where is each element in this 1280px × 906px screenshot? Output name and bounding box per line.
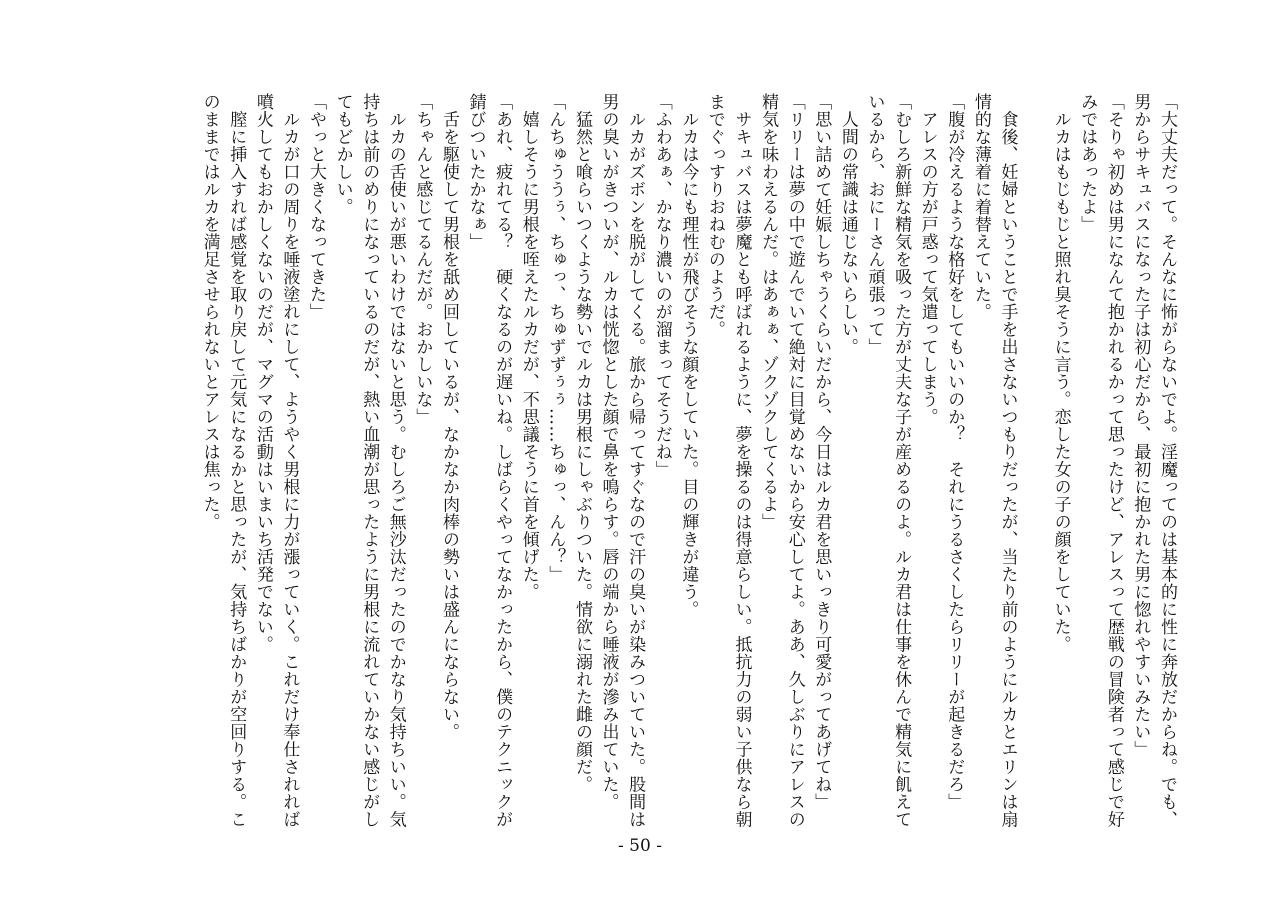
paragraph: 「そりゃ初めは男になんて抱かれるかって思ったけど、アレスって歴戦の冒険者って感じで好みではあったよ」 bbox=[1077, 93, 1124, 828]
paragraph: 「ちゃんと感じてるんだが。おかしいな」 bbox=[412, 93, 433, 426]
paragraph: 「ふわあぁ、かなり濃いのが溜まってそうだね」 bbox=[651, 93, 672, 478]
paragraph: 「やっと大きくなってきた」 bbox=[306, 93, 326, 321]
paragraph: アレスの方が戸惑って気遣ってしまう。 bbox=[917, 93, 938, 426]
paragraph: 食後、妊婦ということで手を出さないつもりだったが、当たり前のようにルカとエリンは扇情的な薄着に着替えていた。 bbox=[970, 93, 1018, 828]
paragraph: 「リリーは夢の中で遊んでいて絶対に目覚めないから安心してよ。ああ、久しぶりにアレスの精気を味わえるんだ。はあぁぁ、ゾクゾクしてくるよ」 bbox=[758, 93, 805, 828]
paragraph: 「大丈夫だって。そんなに怖がらないでよ。淫魔ってのは基本的に性に奔放だからね。でも、男からサキュバスになった子は初心だから、最初に抱かれた男に惚れやすいみたい」 bbox=[1130, 93, 1177, 828]
paragraph: ルカが口の周りを唾液塗れにして、ようやく男根に力が漲っていく。これだけ奉仕されれば噴火してもおかしくないのだが、マグマの活動はいまいち活発でない。 bbox=[252, 93, 300, 828]
paragraph: 人間の常識は通じないらしい。 bbox=[837, 93, 858, 356]
vertical-text-body bbox=[90, 93, 1180, 828]
paragraph: 「むしろ新鮮な精気を吸った方が丈夫な子が産めるのよ。ルカ君は仕事を休んで精気に飢えているから、おにーさん頑張って」 bbox=[864, 93, 912, 828]
paragraph: ルカの舌使いが悪いわけではないと思う。むしろご無沙汰だったのでかなり気持ちいい。気持ちは前のめりになっているのだが、熱い血潮が思ったように男根に流れていかない感じがしてもどかしい。 bbox=[332, 93, 406, 828]
paragraph: ルカがズボンを脱がしてくる。旅から帰ってすぐなので汗の臭いが染みついていた。股間は男の臭いがきついが、ルカは恍惚とした顔で鼻を鳴らす。唇の端から唾液が滲み出ていた。 bbox=[598, 93, 646, 828]
paragraph: ルカは今にも理性が飛びそうな顔をしていた。目の輝きが違う。 bbox=[678, 93, 699, 618]
paragraph: 「腹が冷えるような格好をしてもいいのか？ それにうるさくしたらリリーが起きるだろ」 bbox=[944, 93, 965, 811]
paragraph: サキュバスは夢魔とも呼ばれるように、夢を操るのは得意らしい。抵抗力の弱い子供なら朝までぐっすりおねむのようだ。 bbox=[704, 93, 752, 828]
paragraph: 「あれ、疲れてる？ 硬くなるのが遅いね。しばらくやってなかったから、僕のテクニックが錆びついたかなぁ」 bbox=[465, 93, 513, 828]
paragraph: 舌を駆使して男根を舐め回しているが、なかなか肉棒の勢いは盛んにならない。 bbox=[438, 93, 459, 741]
page-number: - 50 - bbox=[618, 836, 662, 856]
blank-line bbox=[1020, 93, 1047, 828]
paragraph: 嬉しそうに男根を咥えたルカだが、不思議そうに首を傾げた。 bbox=[518, 93, 539, 601]
paragraph: 「思い詰めて妊娠しちゃうくらいだから、今日はルカ君を思いっきり可愛がってあげてね」 bbox=[811, 93, 832, 811]
paragraph: 膣に挿入すれば感覚を取り戻して元気になるかと思ったが、気持ちばかりが空回りする。このままではルカを満足させられないとアレスは焦った。 bbox=[199, 93, 247, 828]
paragraph: 「んちゅううぅ、ちゅっ、ちゅずずぅぅ……ちゅっ、んん？」 bbox=[545, 93, 566, 583]
paragraph: 猛然と喰らいつくような勢いでルカは男根にしゃぶりついた。情欲に溺れた雌の顔だ。 bbox=[571, 93, 592, 793]
paragraph: ルカはもじもじと照れ臭そうに言う。恋した女の子の顔をしていた。 bbox=[1050, 93, 1071, 653]
